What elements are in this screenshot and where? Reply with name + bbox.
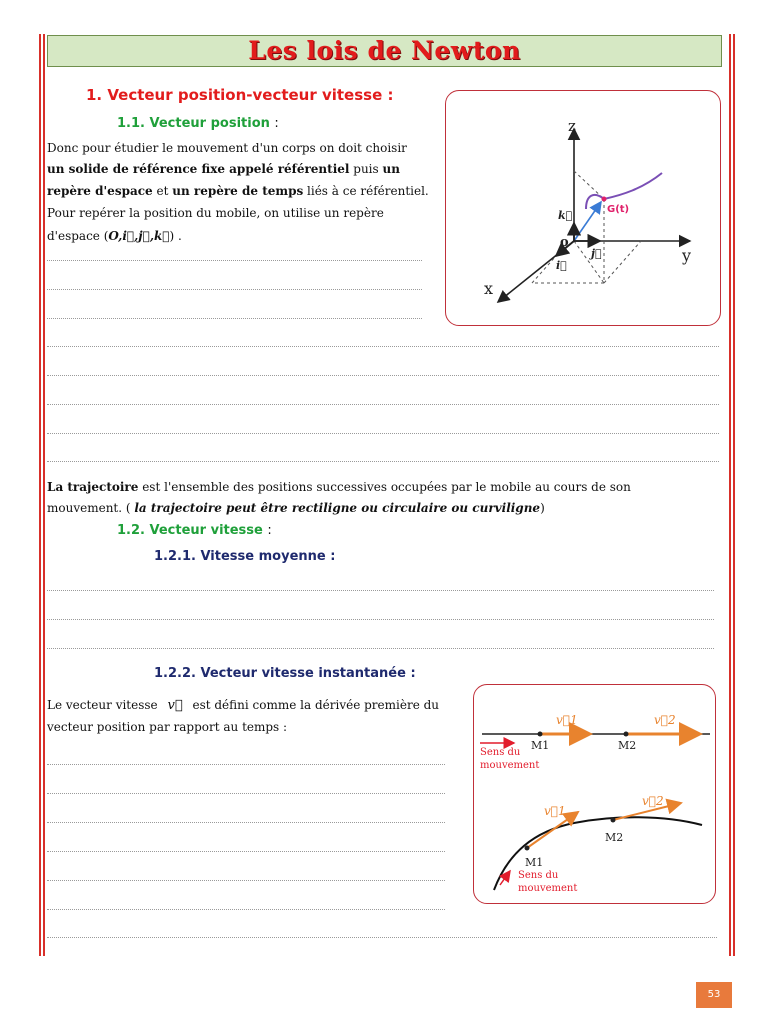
trajectoire-line-2-end: ) — [540, 501, 545, 515]
point-g — [602, 197, 607, 202]
trajectoire-line-2 — [47, 498, 545, 519]
vitesse-def-line-1 — [47, 695, 439, 716]
answer-line[interactable] — [47, 793, 445, 794]
para-line-3 — [47, 181, 429, 202]
trajectoire-term: La trajectoire — [47, 480, 139, 494]
mouvement-label-straight: mouvement — [480, 760, 540, 771]
figure-coordinate-system — [445, 90, 721, 326]
para-line-3-end: liés à ce référentiel. — [303, 184, 429, 198]
answer-line[interactable] — [47, 260, 422, 261]
origin-label: o — [560, 235, 569, 250]
section-1-2-heading-text: 1.2. Vecteur vitesse — [117, 523, 263, 538]
left-margin-line-outer — [39, 34, 41, 956]
trajectoire-types: la trajectoire peut être rectiligne ou circulaire ou curviligne — [134, 501, 541, 515]
vitesse-def-end: est défini comme la dérivée première du — [192, 698, 440, 712]
point-g-label: G(t) — [607, 204, 630, 215]
section-1-1-heading — [117, 116, 279, 131]
sens-label-straight: Sens du — [480, 747, 521, 758]
referentiel-term: un solide de référence fixe appelé référentiel — [47, 162, 350, 176]
answer-line[interactable] — [47, 590, 714, 591]
answer-line[interactable] — [47, 851, 445, 852]
section-1-2-1-heading: 1.2.1. Vitesse moyenne : — [154, 549, 336, 564]
m1-label-straight: M1 — [531, 739, 550, 752]
m2-point-curve — [611, 818, 616, 823]
answer-line[interactable] — [47, 619, 714, 620]
trajectoire-line-1 — [47, 477, 631, 498]
i-label: i⃗ — [556, 259, 567, 272]
z-axis-label: z — [568, 117, 576, 135]
y-axis-label: y — [682, 246, 692, 265]
m1-label-curve: M1 — [525, 856, 544, 869]
para-line-5 — [47, 226, 182, 247]
m2-point-straight — [624, 732, 629, 737]
section-1-heading: 1. Vecteur position-vecteur vitesse : — [86, 86, 394, 104]
right-margin-line-inner — [729, 34, 731, 956]
v-symbol: v⃗ — [167, 698, 183, 713]
para-line-2 — [47, 159, 400, 180]
answer-line[interactable] — [47, 318, 422, 319]
projection-lines — [532, 171, 641, 283]
answer-line[interactable] — [47, 346, 719, 347]
para-line-3-mid: et — [152, 184, 173, 198]
v2-label-curve: v⃗2 — [642, 794, 664, 808]
velocity-diagram — [474, 685, 715, 903]
v1-label-curve: v⃗1 — [544, 804, 566, 818]
answer-line[interactable] — [47, 880, 445, 881]
x-axis-label: x — [484, 279, 494, 298]
answer-line[interactable] — [47, 648, 714, 649]
m2-label-straight: M2 — [618, 739, 637, 752]
right-margin-line-outer — [733, 34, 735, 956]
repere-notation: O,i⃗,j⃗,k⃗ — [108, 229, 170, 243]
m1-point-curve — [525, 846, 530, 851]
answer-line[interactable] — [47, 404, 719, 405]
left-margin-line-inner — [43, 34, 45, 956]
vitesse-def-start: Le vecteur vitesse — [47, 698, 158, 712]
answer-line[interactable] — [47, 461, 719, 462]
coordinate-system-diagram — [446, 91, 720, 325]
answer-line[interactable] — [47, 375, 719, 376]
sens-label-curve: Sens du — [518, 870, 559, 881]
section-1-2-colon: : — [267, 523, 272, 538]
answer-line[interactable] — [47, 909, 445, 910]
answer-line[interactable] — [47, 822, 445, 823]
para-line-2-un: un — [382, 162, 400, 176]
v2-label-straight: v⃗2 — [654, 713, 676, 727]
section-1-2-heading — [117, 523, 272, 538]
answer-line[interactable] — [47, 289, 422, 290]
figure-velocity-vectors — [473, 684, 716, 904]
answer-line[interactable] — [47, 433, 719, 434]
section-1-2-2-heading: 1.2.2. Vecteur vitesse instantanée : — [154, 666, 416, 681]
para-line-5-end: ) . — [169, 229, 182, 243]
mouvement-label-curve: mouvement — [518, 883, 578, 894]
para-line-4: Pour repérer la position du mobile, on utilise un repère — [47, 206, 384, 220]
k-label: k⃗ — [558, 209, 573, 222]
answer-line[interactable] — [47, 764, 445, 765]
v1-label-straight: v⃗1 — [556, 713, 578, 727]
m2-label-curve: M2 — [605, 831, 624, 844]
trajectoire-line-2-start: mouvement. ( — [47, 501, 135, 515]
answer-line[interactable] — [47, 937, 717, 938]
page-title: Les lois de Newton — [248, 36, 521, 65]
j-label: j⃗ — [591, 247, 602, 260]
page-number: 53 — [696, 982, 732, 1008]
position-vector — [574, 202, 601, 241]
para-line-1: Donc pour étudier le mouvement d'un corps on doit choisir — [47, 141, 407, 155]
m1-point-straight — [538, 732, 543, 737]
vitesse-def-line-2: vecteur position par rapport au temps : — [47, 720, 288, 734]
repere-espace-term: repère d'espace — [47, 184, 153, 198]
trajectoire-def: est l'ensemble des positions successives occupées par le mobile au cours de son — [138, 480, 631, 494]
repere-temps-term: un repère de temps — [172, 184, 304, 198]
para-line-2-mid: puis — [349, 162, 383, 176]
para-line-5-start: d'espace ( — [47, 229, 109, 243]
section-1-1-colon: : — [274, 116, 279, 131]
title-banner — [47, 35, 722, 67]
section-1-1-heading-text: 1.1. Vecteur position — [117, 116, 270, 131]
